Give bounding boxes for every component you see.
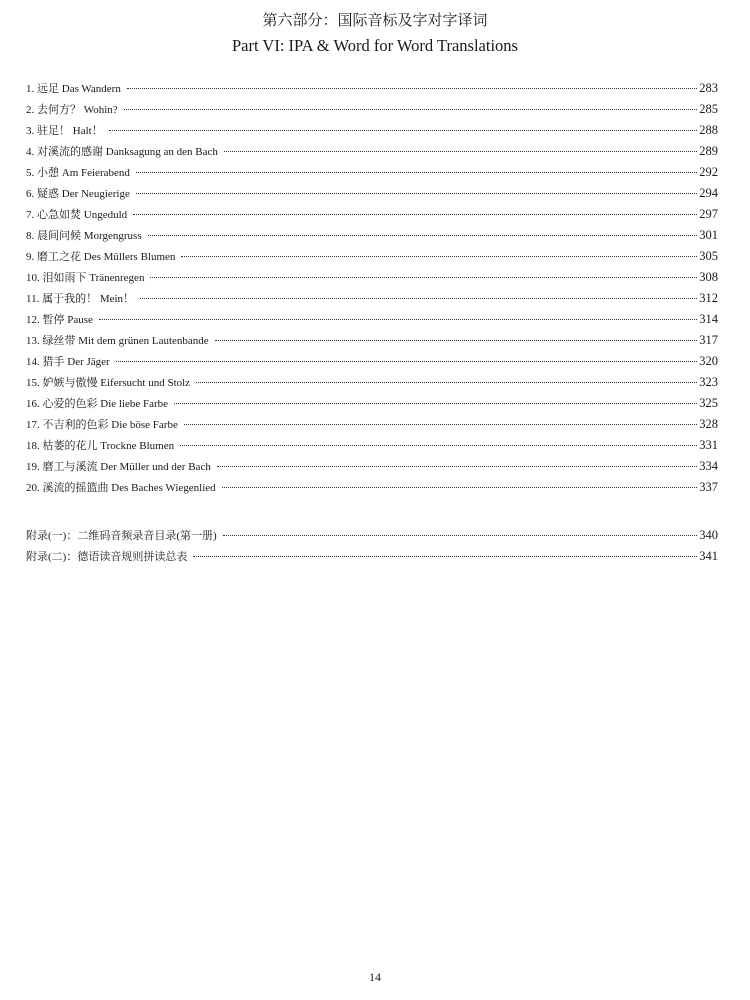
toc-entry[interactable]	[26, 78, 718, 99]
dot-leader	[196, 381, 697, 383]
entry-title: 13. 绿丝带 Mit dem grünen Lautenbande	[26, 335, 209, 347]
toc-entry[interactable]	[26, 309, 718, 330]
toc-entry[interactable]	[26, 183, 718, 204]
entry-title: 8. 晨间问候 Morgengruss	[26, 230, 142, 242]
toc-entry[interactable]	[26, 141, 718, 162]
dot-leader	[124, 108, 698, 110]
entry-page-number: 320	[699, 354, 718, 368]
dot-leader	[181, 255, 697, 257]
toc-entry[interactable]	[26, 120, 718, 141]
dot-leader	[222, 486, 698, 488]
appendix-list	[26, 525, 718, 567]
entry-page-number: 341	[699, 549, 718, 563]
toc-entry[interactable]	[26, 456, 718, 477]
entry-title: 16. 心爱的色彩 Die liebe Farbe	[26, 398, 169, 410]
entry-page-number: 308	[699, 270, 718, 284]
toc-entry[interactable]	[26, 372, 718, 393]
entry-page-number: 340	[699, 528, 718, 542]
toc-entry[interactable]	[26, 477, 718, 498]
toc-entry[interactable]	[26, 99, 718, 120]
entry-title: 3. 驻足！ Halt！	[26, 125, 103, 137]
dot-leader	[99, 318, 697, 320]
entry-title: 20. 溪流的摇篮曲 Des Baches Wiegenlied	[26, 482, 216, 494]
dot-leader	[150, 276, 697, 278]
entry-page-number: 312	[699, 291, 718, 305]
entry-title: 11. 属于我的！ Mein！	[26, 293, 135, 305]
dot-leader	[184, 423, 697, 425]
toc-entry[interactable]	[26, 204, 718, 225]
dot-leader	[193, 555, 697, 557]
dot-leader	[217, 465, 697, 467]
entry-page-number: 301	[699, 228, 718, 242]
entry-title: 17. 不吉利的色彩 Die böse Farbe	[26, 419, 178, 431]
entry-page-number: 288	[699, 123, 718, 137]
entry-title: 9. 磨工之花 Des Müllers Blumen	[26, 251, 176, 263]
entry-title: 2. 去何方？ Wohin?	[26, 104, 118, 116]
appendix-entry[interactable]	[26, 546, 718, 567]
entry-title: 10. 泪如雨下 Tränenregen	[26, 272, 145, 284]
entry-page-number: 305	[699, 249, 718, 263]
toc-entry[interactable]	[26, 393, 718, 414]
dot-leader	[133, 213, 697, 215]
entry-title: 附录(二)：德语读音规则拼读总表	[26, 551, 188, 563]
entry-title: 19. 磨工与溪流 Der Müller und der Bach	[26, 461, 211, 473]
entry-page-number: 331	[699, 438, 718, 452]
toc-entry[interactable]	[26, 225, 718, 246]
entry-page-number: 294	[699, 186, 718, 200]
entry-title: 4. 对溪流的感谢 Danksagung an den Bach	[26, 146, 218, 158]
toc-entry[interactable]	[26, 162, 718, 183]
toc-entry[interactable]	[26, 351, 718, 372]
entry-page-number: 314	[699, 312, 718, 326]
section-title-chinese: 第六部分：国际音标及字对字译词	[262, 11, 488, 29]
toc-entry[interactable]	[26, 288, 718, 309]
entry-page-number: 337	[699, 480, 718, 494]
dot-leader	[136, 192, 697, 194]
dot-leader	[180, 444, 697, 446]
entry-page-number: 323	[699, 375, 718, 389]
dot-leader	[148, 234, 698, 236]
dot-leader	[224, 150, 697, 152]
dot-leader	[174, 402, 697, 404]
entry-page-number: 283	[699, 81, 718, 95]
entry-title: 14. 猎手 Der Jäger	[26, 356, 110, 368]
entry-page-number: 292	[699, 165, 718, 179]
entry-page-number: 334	[699, 459, 718, 473]
entry-page-number: 285	[699, 102, 718, 116]
entry-page-number: 297	[699, 207, 718, 221]
dot-leader	[127, 87, 697, 89]
entry-page-number: 289	[699, 144, 718, 158]
entry-page-number: 325	[699, 396, 718, 410]
toc-entry[interactable]	[26, 267, 718, 288]
table-of-contents	[26, 78, 718, 498]
dot-leader	[215, 339, 698, 341]
page-number: 14	[369, 970, 381, 984]
toc-entry[interactable]	[26, 435, 718, 456]
appendix-entry[interactable]	[26, 525, 718, 546]
entry-title: 1. 远足 Das Wandern	[26, 83, 121, 95]
dot-leader	[140, 297, 697, 299]
toc-entry[interactable]	[26, 246, 718, 267]
entry-title: 15. 妒嫉与傲慢 Eifersucht und Stolz	[26, 377, 191, 389]
toc-entry[interactable]	[26, 414, 718, 435]
dot-leader	[109, 129, 698, 131]
entry-title: 18. 枯萎的花儿 Trockne Blumen	[26, 440, 175, 452]
entry-title: 附录(一)：二维码音频录音目录(第一册)	[26, 530, 217, 542]
entry-page-number: 328	[699, 417, 718, 431]
dot-leader	[116, 360, 698, 362]
dot-leader	[136, 171, 697, 173]
section-title-english: Part VI: IPA & Word for Word Translations	[232, 36, 518, 55]
entry-page-number: 317	[699, 333, 718, 347]
toc-entry[interactable]	[26, 330, 718, 351]
entry-title: 7. 心急如焚 Ungeduld	[26, 209, 128, 221]
dot-leader	[223, 534, 698, 536]
entry-title: 6. 疑惑 Der Neugierige	[26, 188, 130, 200]
entry-title: 12. 暂停 Pause	[26, 314, 93, 326]
entry-title: 5. 小憩 Am Feierabend	[26, 167, 130, 179]
